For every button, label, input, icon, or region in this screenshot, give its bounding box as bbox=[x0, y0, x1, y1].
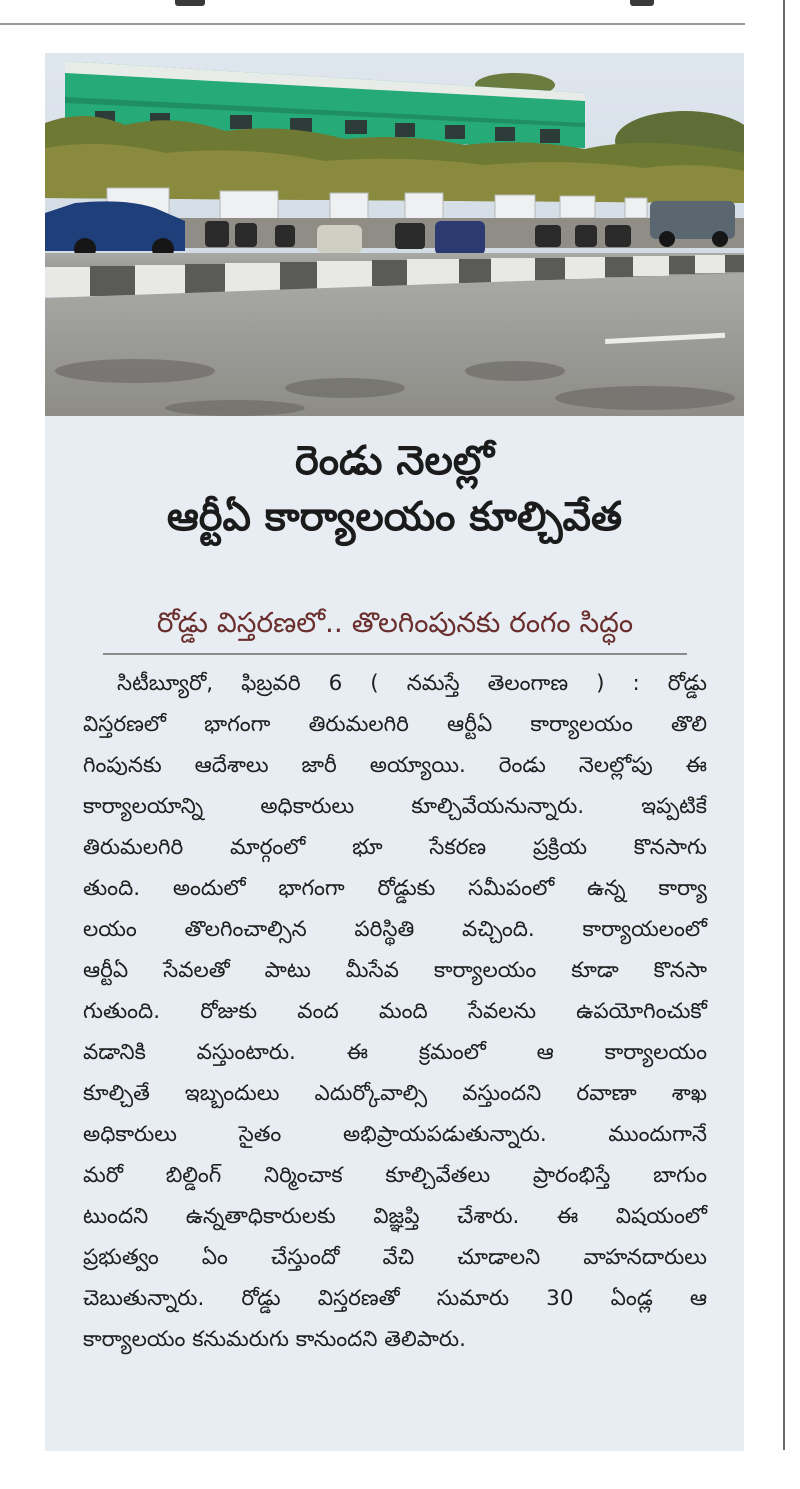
body-line: ప్రభుత్వం ఏం చేస్తుందో వేచి చూడాలని వాహనదారులు bbox=[83, 1245, 707, 1270]
body-line: కూల్చితే ఇబ్బందులు ఎదుర్కోవాల్సి వస్తుందని రవాణా శాఖ bbox=[83, 1081, 707, 1106]
article-photo bbox=[45, 53, 744, 416]
body-line: వడానికి వస్తుంటారు. ఈ క్రమంలో ఆ కార్యాలయం bbox=[83, 1040, 707, 1065]
top-page-marks bbox=[0, 0, 800, 10]
body-line: లయం తొలగించాల్సిన పరిస్థితి వచ్చింది. కార్యాయలంలో bbox=[83, 917, 707, 942]
body-line: అధికారులు సైతం అభిప్రాయపడుతున్నారు. ముందుగానే bbox=[83, 1122, 707, 1147]
headline-line-1: రెండు నెలల్లో bbox=[295, 438, 494, 484]
headline bbox=[45, 433, 744, 545]
body-line: సిటీబ్యూరో, ఫిబ్రవరి 6 ( నమస్తే తెలంగాణ ) : రోడ్డు bbox=[117, 671, 707, 696]
body-line: టుందని ఉన్నతాధికారులకు విజ్ఞప్తి చేశారు. ఈ విషయంలో bbox=[83, 1204, 707, 1229]
body-line: తుంది. అందులో భాగంగా రోడ్డుకు సమీపంలో ఉన్న కార్యా bbox=[83, 876, 707, 901]
subheadline-underline bbox=[103, 653, 687, 655]
subheadline: రోడ్డు విస్తరణలో.. తొలగింపునకు రంగం సిద్ధం bbox=[156, 606, 634, 639]
body-line: గుతుంది. రోజుకు వంద మంది సేవలను ఉపయోగించుకో bbox=[83, 999, 707, 1024]
top-divider bbox=[0, 23, 745, 25]
body-line: గింపునకు ఆదేశాలు జారీ అయ్యాయి. రెండు నెలల్లోపు ఈ bbox=[83, 753, 707, 778]
body-line: చెబుతున్నారు. రోడ్డు విస్తరణతో సుమారు 30 ఏండ్ల ఆ bbox=[83, 1286, 707, 1311]
news-article bbox=[45, 53, 744, 1451]
headline-line-2: ఆర్టీఏ కార్యాలయం కూల్చివేత bbox=[166, 494, 623, 540]
body-line: తిరుమలగిరి మార్గంలో భూ సేకరణ ప్రక్రియ కొనసాగు bbox=[83, 835, 707, 860]
body-line: ఆర్టీఏ సేవలతో పాటు మీసేవ కార్యాలయం కూడా కొనసా bbox=[83, 958, 707, 983]
column-divider bbox=[783, 0, 785, 1450]
article-body bbox=[83, 663, 707, 1360]
body-line: కార్యాలయం కనుమరుగు కానుందని తెలిపారు. bbox=[83, 1327, 466, 1352]
body-line: మరో బిల్డింగ్ నిర్మించాక కూల్చివేతలు ప్రారంభిస్తే బాగుం bbox=[83, 1163, 707, 1188]
body-line: విస్తరణలో భాగంగా తిరుమలగిరి ఆర్టీఏ కార్యాలయం తొలి bbox=[83, 712, 707, 737]
body-line: కార్యాలయాన్ని అధికారులు కూల్చివేయనున్నారు. ఇప్పటికే bbox=[83, 794, 707, 819]
